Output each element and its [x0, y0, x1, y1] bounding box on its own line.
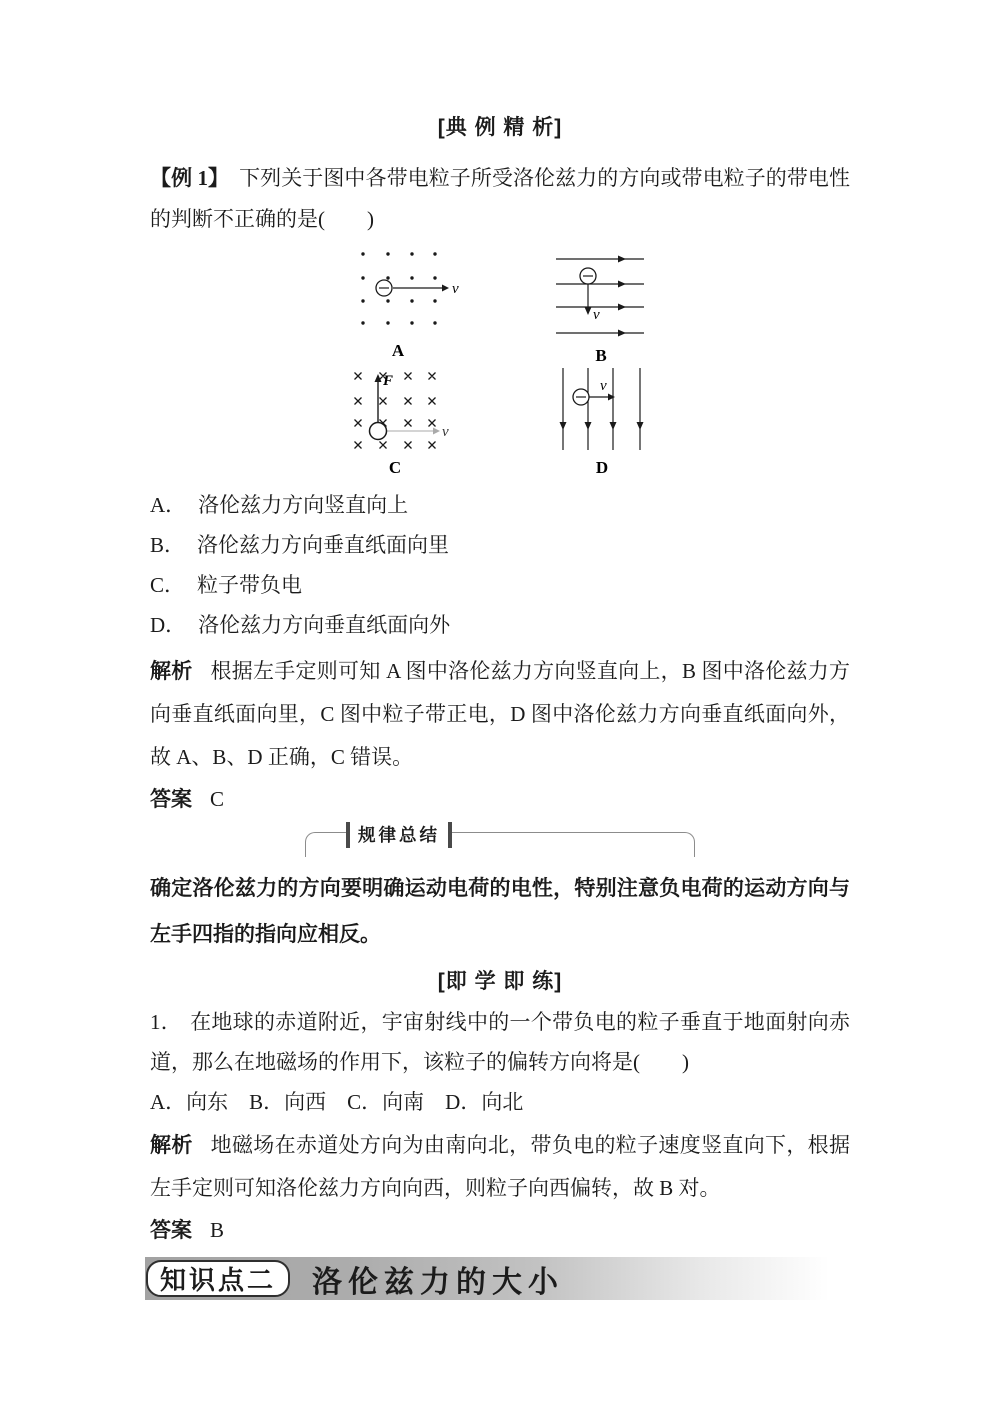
- option-a: [150, 485, 850, 525]
- analysis-label: 解析: [150, 1134, 193, 1157]
- rule-summary-header: [150, 822, 850, 860]
- analysis-text: 根据左手定则可知 A 图中洛伦兹力方向竖直向上，B 图中洛伦兹力方向垂直纸面向里，C 图中粒子带正电，D 图中洛伦兹力方向垂直纸面向外，故 A、B、D 正确，C 错误。: [150, 659, 850, 769]
- figure-b-field-lines-diagram: [550, 249, 658, 365]
- force-label: F: [383, 373, 394, 389]
- figure-b-caption: B: [595, 346, 607, 365]
- knowledge-point-banner: [145, 1257, 858, 1300]
- rule-summary-text: 确定洛伦兹力的方向要明确运动电荷的电性，特别注意负电荷的运动方向与左手四指的指向应相反。: [150, 877, 850, 946]
- figure-c-crosses-field-diagram: [345, 364, 461, 478]
- example-options-list: [150, 485, 850, 645]
- section-header-practice: [即 学 即 练]: [437, 970, 563, 993]
- answer-label: 答案: [150, 788, 192, 811]
- rule-summary-title: 规律总结: [346, 822, 452, 848]
- section-header-examples: [典 例 精 析]: [437, 116, 563, 139]
- field-lines-right: [556, 259, 644, 333]
- velocity-arrowhead: [433, 428, 440, 435]
- velocity-arrowhead: [608, 394, 615, 401]
- option-d-key: D．: [150, 613, 187, 637]
- option-b: [150, 525, 850, 565]
- example-answer-line: [150, 781, 850, 818]
- option-d: [150, 605, 850, 645]
- velocity-label: v: [442, 424, 449, 440]
- question-number: 1．: [150, 1010, 183, 1034]
- example-number-label: 【例 1】: [150, 166, 230, 190]
- option-b-key: B．: [150, 533, 186, 557]
- option-a-text: 洛伦兹力方向竖直向上: [198, 493, 409, 517]
- figure-d-field-lines-diagram: [550, 364, 658, 478]
- velocity-label: v: [452, 281, 459, 297]
- option-b-text: 洛伦兹力方向垂直纸面向里: [197, 533, 450, 557]
- charge-icon: [370, 423, 387, 440]
- knowledge-point-badge: 知识点二: [146, 1260, 290, 1297]
- figure-d-caption: D: [595, 458, 609, 477]
- answer-label: 答案: [150, 1219, 192, 1242]
- practice-question-text: 在地球的赤道附近，宇宙射线中的一个带负电的粒子垂直于地面射向赤道，那么在地磁场的作用下，该粒子的偏转方向将是( ): [150, 1010, 850, 1074]
- option-c-key: C．: [150, 573, 186, 597]
- velocity-arrowhead: [585, 307, 592, 315]
- knowledge-point-title: 洛伦兹力的大小: [312, 1265, 565, 1299]
- example-analysis-paragraph: [150, 650, 850, 779]
- example-question-paragraph: [150, 158, 850, 240]
- velocity-arrowhead: [442, 285, 449, 292]
- example-question-text: 下列关于图中各带电粒子所受洛伦兹力的方向或带电粒子的带电性的判断不正确的是( ): [150, 166, 851, 231]
- practice-analysis-text: 地磁场在赤道处方向为由南向北，带负电的粒子速度竖直向下，根据左手定则可知洛伦兹力方向向西，则粒子向西偏转，故 B 对。: [150, 1133, 851, 1200]
- analysis-label: 解析: [150, 660, 193, 683]
- practice-answer-line: [150, 1212, 850, 1249]
- option-c: [150, 565, 850, 605]
- figure-a-dots-field-diagram: [352, 244, 464, 360]
- answer-value: B: [210, 1218, 225, 1242]
- figure-c-caption: C: [388, 458, 402, 477]
- field-line-arrowheads: [618, 256, 626, 337]
- answer-value: C: [210, 787, 225, 811]
- practice-options-line: A．向东 B．向西 C．向南 D．向北: [150, 1090, 524, 1114]
- option-a-key: A．: [150, 493, 187, 517]
- practice-analysis-paragraph: [150, 1124, 850, 1210]
- field-crosses-into-page: [355, 373, 436, 449]
- option-c-text: 粒子带负电: [197, 573, 303, 597]
- velocity-label: v: [593, 307, 600, 323]
- option-d-text: 洛伦兹力方向垂直纸面向外: [198, 613, 451, 637]
- velocity-label: v: [600, 378, 607, 394]
- figure-group: [150, 244, 850, 480]
- field-line-arrowheads: [560, 422, 644, 430]
- figure-a-caption: A: [391, 341, 405, 360]
- practice-question-paragraph: [150, 1002, 850, 1082]
